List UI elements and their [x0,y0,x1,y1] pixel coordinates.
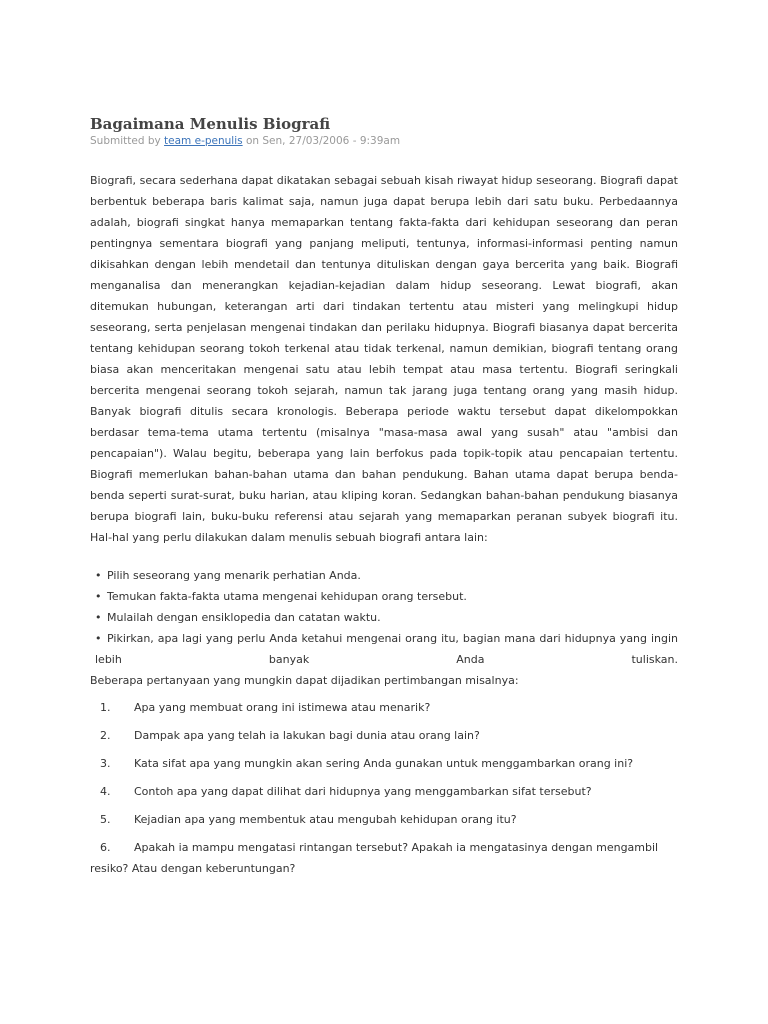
bullet-icon: • [95,632,102,645]
paragraph-intro: Biografi, secara sederhana dapat dikatakan sebagai sebuah kisah riwayat hidup seseorang. Biografi dapat berbentuk beberapa baris kalimat saja, namun juga dapat berupa lebih dari satu buku. Perbedaannya adalah, biografi singkat hanya memaparkan tentang fakta-fakta dari kehidupan seseorang dan peran pentingnya sementara biografi yang panjang meliputi, tentunya, informasi-informasi penting namun dikisahkan dengan lebih mendetail dan tentunya dituliskan dengan gaya bercerita yang baik. Biografi menganalisa dan menerangkan kejadian-kejadian dalam hidup seseorang. Lewat biografi, akan ditemukan hubungan, keterangan arti dari tindakan tertentu atau misteri yang melingkupi hidup seseorang, serta penjelasan mengenai tindakan dan perilaku hidupnya. Biografi biasanya dapat bercerita tentang kehidupan seorang tokoh terkenal atau tidak terkenal, namun demikian, biografi tentang orang biasa akan menceritakan mengenai satu atau lebih tempat atau masa tertentu. Biografi seringkali bercerita mengenai seorang tokoh sejarah, namun tak jarang juga tentang orang yang masih hidup. Banyak biografi ditulis secara kronologis. Beberapa periode waktu tersebut dapat dikelompokkan berdasar tema-tema utama tertentu (misalnya "masa-masa awal yang susah" atau "ambisi dan pencapaian"). Walau begitu, beberapa yang lain berfokus pada topik-topik atau pencapaian tertentu. Biografi memerlukan bahan-bahan utama dan bahan pendukung. Bahan utama dapat berupa benda-benda seperti surat-surat, buku harian, atau kliping koran. Sedangkan bahan-bahan pendukung biasanya berupa biografi lain, buku-buku referensi atau sejarah yang memaparkan peranan subyek biografi itu. [90,174,678,523]
question-number: 3. [100,757,111,770]
list-item-text: Mulailah dengan ensiklopedia dan catatan waktu. [107,611,381,624]
steps-list [90,565,678,670]
meta-date: on Sen, 27/03/2006 - 9:39am [242,135,401,147]
bullet-icon: • [95,569,102,582]
list-item [90,628,678,670]
paragraph-questions-lead: Beberapa pertanyaan yang mungkin dapat dijadikan pertimbangan misalnya: [90,674,519,687]
question-text: Apakah ia mampu mengatasi rintangan tersebut? Apakah ia mengatasinya dengan mengambil resiko? Atau dengan keberuntungan? [90,841,659,875]
paragraph-steps-lead: Hal-hal yang perlu dilakukan dalam menulis sebuah biografi antara lain: [90,531,488,544]
article-title: Bagaimana Menulis Biografi [90,115,331,133]
question-number: 1. [100,701,111,714]
question-number: 4. [100,785,111,798]
question-item [90,781,678,802]
list-item [90,586,678,607]
question-text: Dampak apa yang telah ia lakukan bagi dunia atau orang lain? [134,729,480,742]
question-number: 6. [100,841,111,854]
question-item [90,837,678,879]
meta-prefix: Submitted by [90,135,165,147]
bullet-icon: • [95,611,102,624]
question-item [90,809,678,830]
list-item [90,565,678,586]
question-text: Kejadian apa yang membentuk atau mengubah kehidupan orang itu? [134,813,517,826]
article-meta [90,134,678,148]
list-item-text: Temukan fakta-fakta utama mengenai kehidupan orang tersebut. [107,590,467,603]
question-text: Kata sifat apa yang mungkin akan sering Anda gunakan untuk menggambarkan orang ini? [134,757,634,770]
bullet-icon: • [95,590,102,603]
question-number: 2. [100,729,111,742]
question-item [90,697,678,718]
question-text: Apa yang membuat orang ini istimewa atau menarik? [134,701,431,714]
questions-list [90,697,678,879]
question-number: 5. [100,813,111,826]
question-item [90,753,678,774]
question-text: Contoh apa yang dapat dilihat dari hidupnya yang menggambarkan sifat tersebut? [134,785,592,798]
list-item-text: Pikirkan, apa lagi yang perlu Anda ketahui mengenai orang itu, bagian mana dari hidupnya yang ingin lebih banyak Anda tuliskan. [95,632,678,666]
list-item-text: Pilih seseorang yang menarik perhatian Anda. [107,569,361,582]
question-item [90,725,678,746]
list-item [90,607,678,628]
author-link[interactable]: team e-penulis [164,135,243,147]
article [90,114,678,886]
